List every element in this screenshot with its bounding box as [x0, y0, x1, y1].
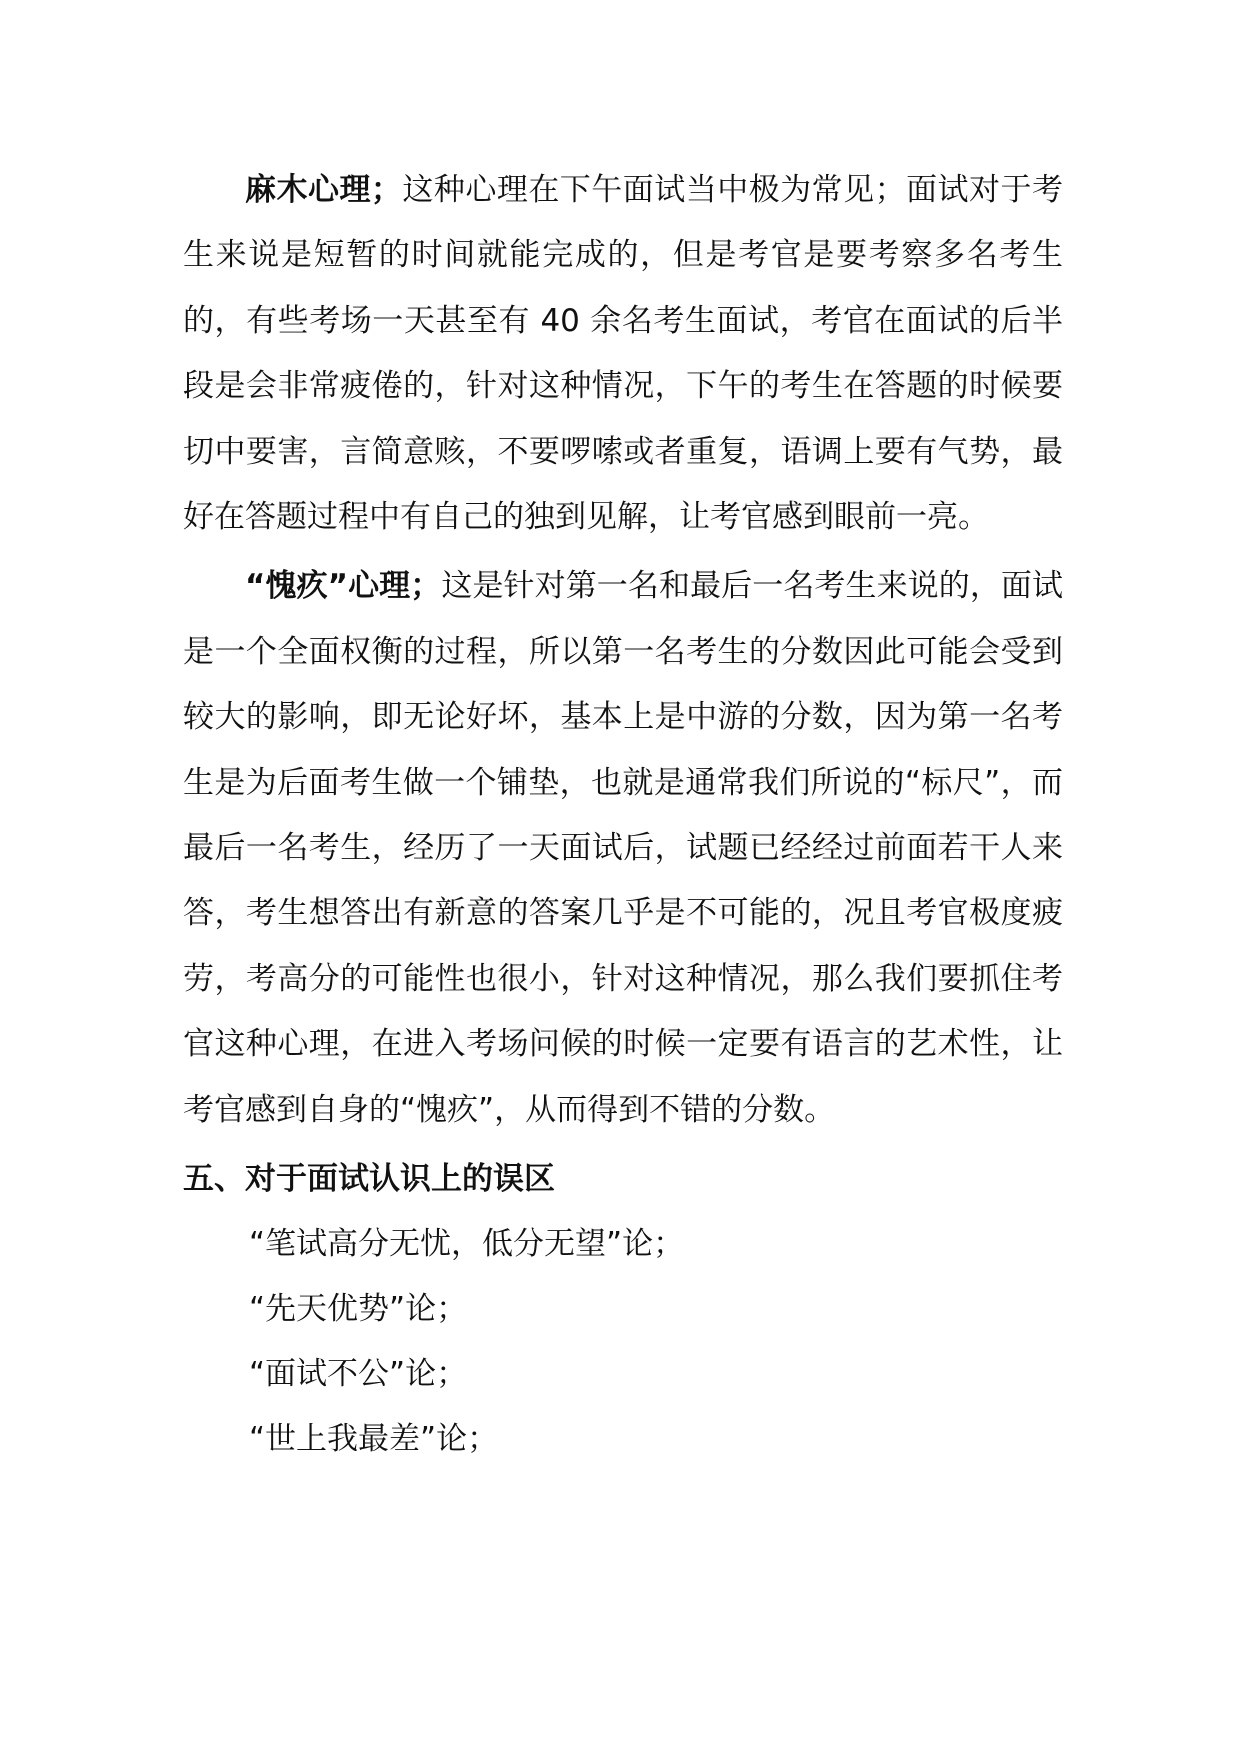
list-item: “面试不公”论；	[249, 1356, 468, 1393]
section-heading: 五、对于面试认识上的误区	[183, 1161, 555, 1198]
misconception-list	[183, 1212, 1063, 1472]
paragraph-body: 这是针对第一名和最后一名考生来说的，面试是一个全面权衡的过程，所以第一名考生的分数因此可能会受到较大的影响，即无论好坏，基本上是中游的分数，因为第一名考生是为后面考生做一个铺垫，也就是通常我们所说的“标尺”，而最后一名考生，经历了一天面试后，试题已经经过前面若干人来答，考生想答出有新意的答案几乎是不可能的，况且考官极度疲劳，考高分的可能性也很小，针对这种情况，那么我们要抓住考官这种心理，在进入考场问候的时候一定要有语言的艺术性，让考官感到自身的“愧疚”，从而得到不错的分数。	[183, 568, 1064, 1128]
list-item: “世上我最差”论；	[249, 1421, 499, 1458]
paragraph-guilt-psychology	[183, 554, 1063, 1143]
document-page	[183, 158, 1063, 1472]
paragraph-body: 这种心理在下午面试当中极为常见；面试对于考生来说是短暂的时间就能完成的，但是考官是要考察多名考生的，有些考场一天甚至有 40 余名考生面试，考官在面试的后半段是会非常疲倦的，针对这种情况，下午的考生在答题的时候要切中要害，言简意赅，不要啰嗦或者重复，语调上要有气势，最好在答题过程中有自己的独到见解，让考官感到眼前一亮。	[183, 172, 1063, 536]
list-item: “先天优势”论；	[249, 1291, 468, 1328]
list-item: “笔试高分无忧，低分无望”论；	[249, 1226, 685, 1263]
paragraph-numb-psychology	[183, 158, 1063, 550]
paragraph-lead: 麻木心理；	[245, 172, 402, 208]
paragraph-lead: “愧疚”心理；	[245, 568, 442, 605]
